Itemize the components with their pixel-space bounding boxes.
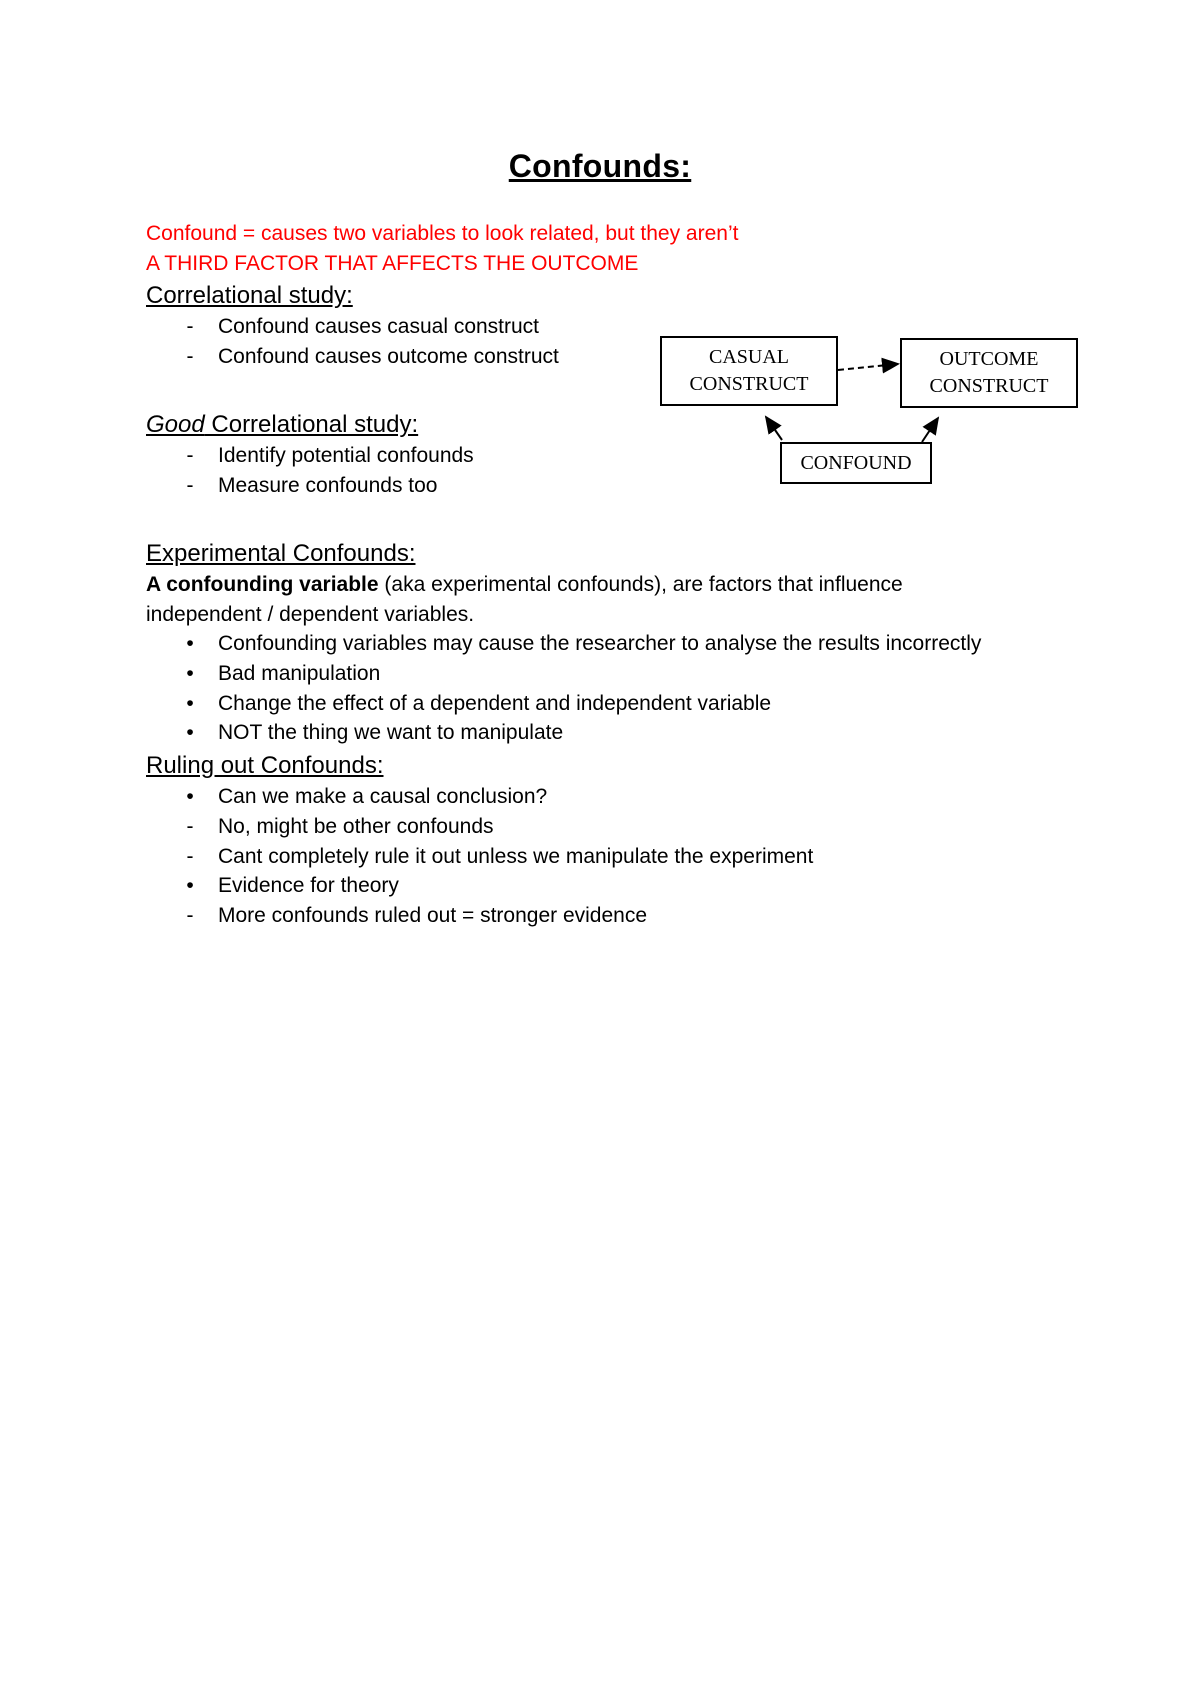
list-marker: •	[186, 785, 194, 808]
arrow-to-outcome	[922, 418, 938, 442]
list-marker: •	[186, 632, 194, 655]
list-marker: •	[186, 721, 194, 744]
list-marker: -	[186, 904, 194, 927]
list-item-text: Change the effect of a dependent and independent variable	[218, 692, 772, 715]
list-item-text: Cant completely rule it out unless we manipulate the experiment	[218, 845, 814, 868]
box-label: OUTCOME CONSTRUCT	[929, 348, 1049, 397]
list-marker: •	[186, 874, 194, 897]
heading-italic: Good	[146, 411, 205, 438]
ruling-out-heading: Ruling out Confounds:	[146, 752, 384, 779]
dashed-arrow	[838, 364, 898, 370]
definition-line-2: A THIRD FACTOR THAT AFFECTS THE OUTCOME	[146, 252, 639, 275]
list-marker: -	[186, 345, 194, 368]
list-marker: •	[186, 692, 194, 715]
definition-bold: A confounding variable	[146, 573, 379, 596]
arrow-to-casual	[766, 417, 782, 440]
list-item-text: Measure confounds too	[218, 474, 438, 497]
definition-line-1: Confound = causes two variables to look related, but they aren’t	[146, 222, 739, 245]
page-title: Confounds:	[508, 148, 692, 184]
confound-box	[780, 442, 932, 484]
experimental-definition	[146, 573, 903, 597]
list-item-text: Confound causes outcome construct	[218, 345, 559, 368]
list-item-text: Confounding variables may cause the researcher to analyse the results incorrectly	[218, 632, 982, 655]
list-item-text: Evidence for theory	[218, 874, 399, 897]
list-item-text: Can we make a causal conclusion?	[218, 785, 548, 808]
list-marker: -	[186, 315, 194, 338]
good-correlational-heading	[146, 411, 418, 439]
list-item-text: Bad manipulation	[218, 662, 381, 685]
list-item-text: NOT the thing we want to manipulate	[218, 721, 564, 744]
experimental-definition-line-2: independent / dependent variables.	[146, 603, 475, 626]
correlational-heading: Correlational study:	[146, 282, 353, 309]
list-marker: -	[186, 845, 194, 868]
list-marker: •	[186, 662, 194, 685]
list-item-text: More confounds ruled out = stronger evidence	[218, 904, 648, 927]
list-item-text: No, might be other confounds	[218, 815, 494, 838]
list-marker: -	[186, 444, 194, 467]
list-item-text: Confound causes casual construct	[218, 315, 540, 338]
confound-diagram	[660, 332, 1080, 490]
outcome-construct-box	[900, 338, 1078, 408]
heading-rest: Correlational study:	[204, 411, 419, 438]
casual-construct-box	[660, 336, 838, 406]
box-label: CONFOUND	[800, 451, 912, 474]
list-marker: -	[186, 815, 194, 838]
experimental-heading: Experimental Confounds:	[146, 540, 416, 567]
list-marker: -	[186, 474, 194, 497]
box-label: CASUAL CONSTRUCT	[689, 346, 809, 395]
definition-rest: (aka experimental confounds), are factors that influence	[378, 573, 903, 596]
list-item-text: Identify potential confounds	[218, 444, 474, 467]
